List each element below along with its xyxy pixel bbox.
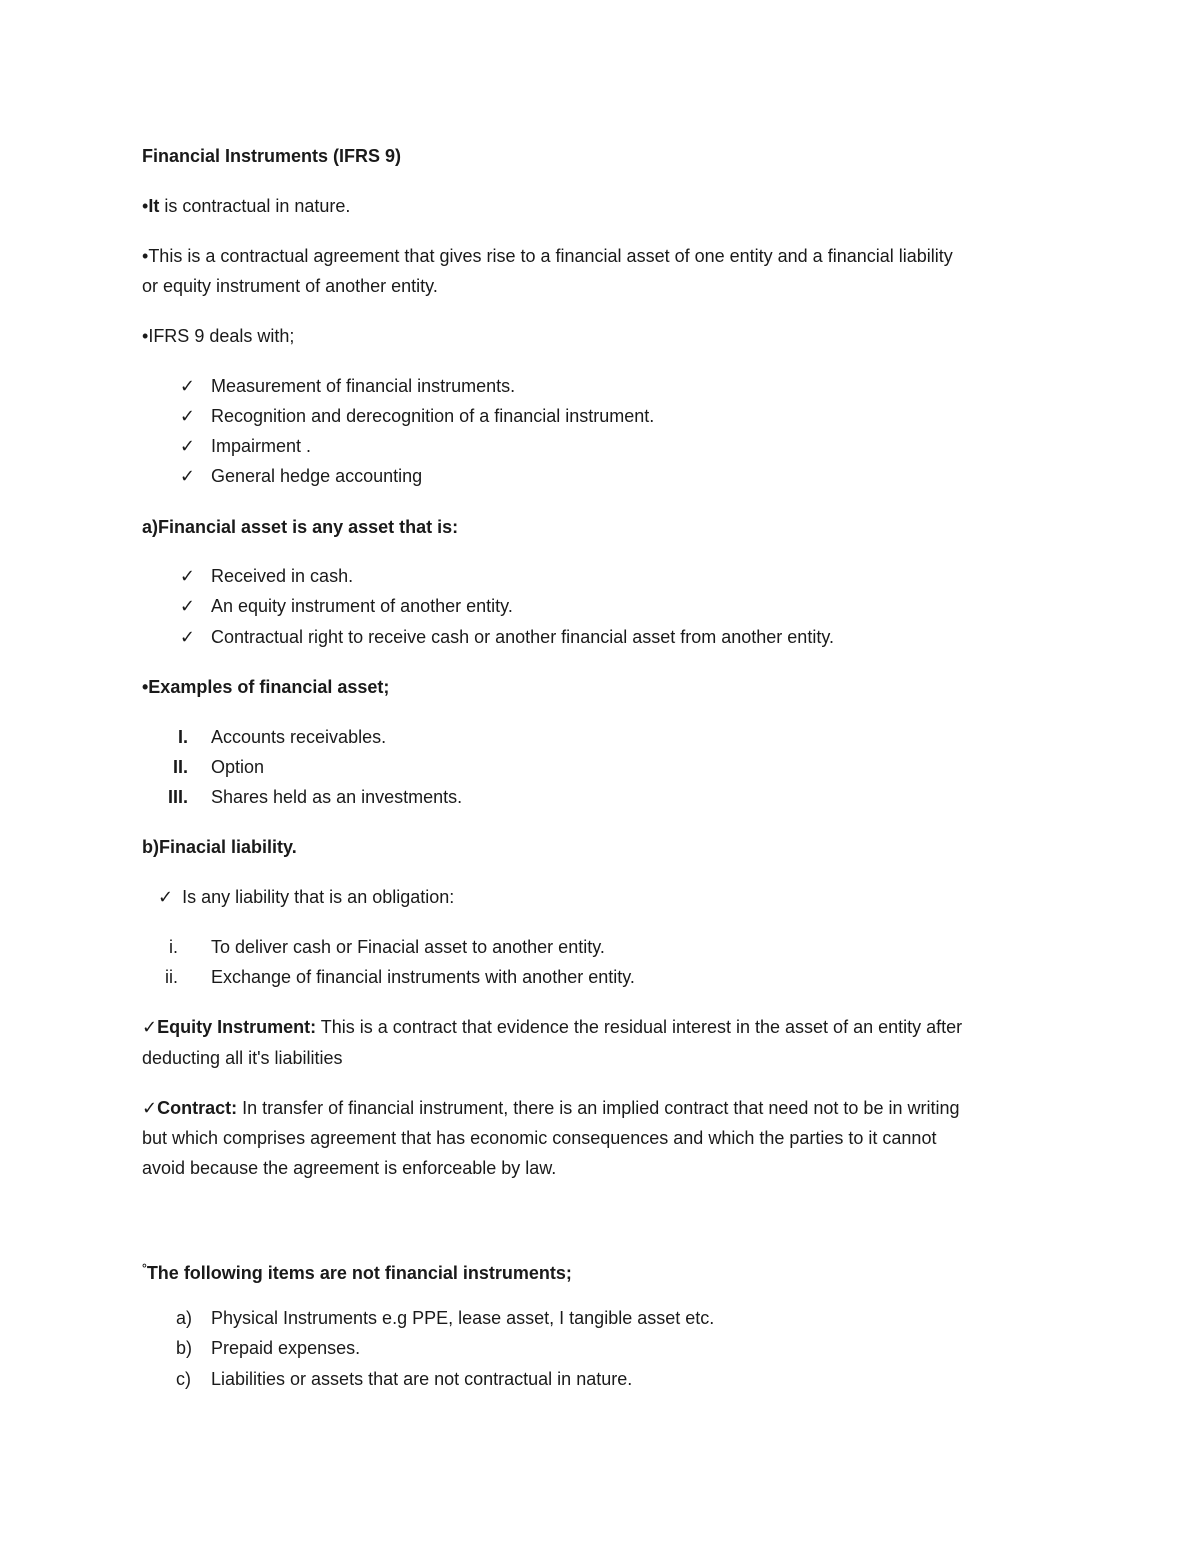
check-icon: ✓: [179, 596, 195, 616]
list-item-text: Physical Instruments e.g PPE, lease asset, I tangible asset etc.: [211, 1308, 715, 1328]
list-item-text: To deliver cash or Finacial asset to another entity.: [211, 937, 605, 957]
liability-lead: [158, 887, 454, 907]
roman-marker: i.: [169, 937, 178, 957]
list-item-text: Exchange of financial instruments with another entity.: [211, 967, 635, 987]
paragraph-ifrs-deals: [142, 326, 294, 346]
contract-definition-line1: [142, 1098, 959, 1118]
roman-marker: III.: [167, 787, 188, 807]
list-item-text: Measurement of financial instruments.: [211, 376, 516, 396]
section-a-heading: a)Financial asset is any asset that is:: [142, 517, 459, 537]
heading-text: The following items are not financial instruments;: [146, 1263, 572, 1283]
equity-definition-line1: [142, 1017, 962, 1037]
paragraph-text: This is a contractual agreement that gives rise to a financial asset of one entity and a financial liability: [148, 246, 953, 266]
check-icon: ✓: [179, 627, 195, 647]
term: Equity Instrument:: [157, 1017, 317, 1037]
equity-definition-line2: deducting all it's liabilities: [142, 1048, 343, 1068]
check-icon: ✓: [179, 466, 195, 486]
degree-mark: °: [142, 1261, 147, 1275]
lead-word: It: [148, 196, 160, 216]
list-item-text: Option: [211, 757, 265, 777]
roman-marker: ii.: [165, 967, 178, 987]
check-icon: ✓: [142, 1098, 158, 1118]
letter-marker: b): [176, 1338, 193, 1358]
bullet: •: [142, 196, 149, 216]
check-icon: ✓: [179, 436, 195, 456]
contract-definition-line3: avoid because the agreement is enforceable by law.: [142, 1158, 557, 1178]
list-item-text: Received in cash.: [211, 566, 354, 586]
definition-text: In transfer of financial instrument, there is an implied contract that need not to be in writing: [237, 1098, 960, 1118]
bullet: •: [142, 246, 149, 266]
term: Contract:: [157, 1098, 238, 1118]
bullet: •: [142, 326, 149, 346]
paragraph-contractual: [142, 196, 350, 216]
roman-marker: I.: [177, 727, 188, 747]
list-item-text: Contractual right to receive cash or another financial asset from another entity.: [211, 627, 834, 647]
check-icon: ✓: [158, 887, 174, 907]
list-item-text: Prepaid expenses.: [211, 1338, 361, 1358]
roman-marker: II.: [172, 757, 188, 777]
check-icon: ✓: [179, 566, 195, 586]
paragraph-definition-line2: or equity instrument of another entity.: [142, 276, 438, 296]
letter-marker: c): [176, 1369, 191, 1389]
check-icon: ✓: [179, 406, 195, 426]
list-item-text: General hedge accounting: [211, 466, 423, 486]
letter-marker: a): [176, 1308, 193, 1328]
check-icon: ✓: [142, 1017, 158, 1037]
list-item-text: Impairment .: [211, 436, 312, 456]
list-item-text: Liabilities or assets that are not contractual in nature.: [211, 1369, 633, 1389]
list-item-text: An equity instrument of another entity.: [211, 596, 513, 616]
definition-text: This is a contract that evidence the residual interest in the asset of an entity after: [316, 1017, 963, 1037]
list-item-text: Accounts receivables.: [211, 727, 387, 747]
check-icon: ✓: [179, 376, 195, 396]
list-item-text: Recognition and derecognition of a financial instrument.: [211, 406, 655, 426]
paragraph-definition-line1: [142, 246, 953, 266]
lead-text: Is any liability that is an obligation:: [182, 887, 455, 907]
section-b-heading: b)Finacial liability.: [142, 837, 297, 857]
list-item-text: Shares held as an investments.: [211, 787, 463, 807]
not-fi-heading: [142, 1258, 572, 1283]
contract-definition-line2: but which comprises agreement that has economic consequences and which the parties to it cannot: [142, 1128, 937, 1148]
paragraph-text: is contractual in nature.: [159, 196, 351, 216]
paragraph-text: IFRS 9 deals with;: [148, 326, 295, 346]
document-title: Financial Instruments (IFRS 9): [142, 146, 402, 166]
examples-heading: •Examples of financial asset;: [142, 677, 390, 697]
